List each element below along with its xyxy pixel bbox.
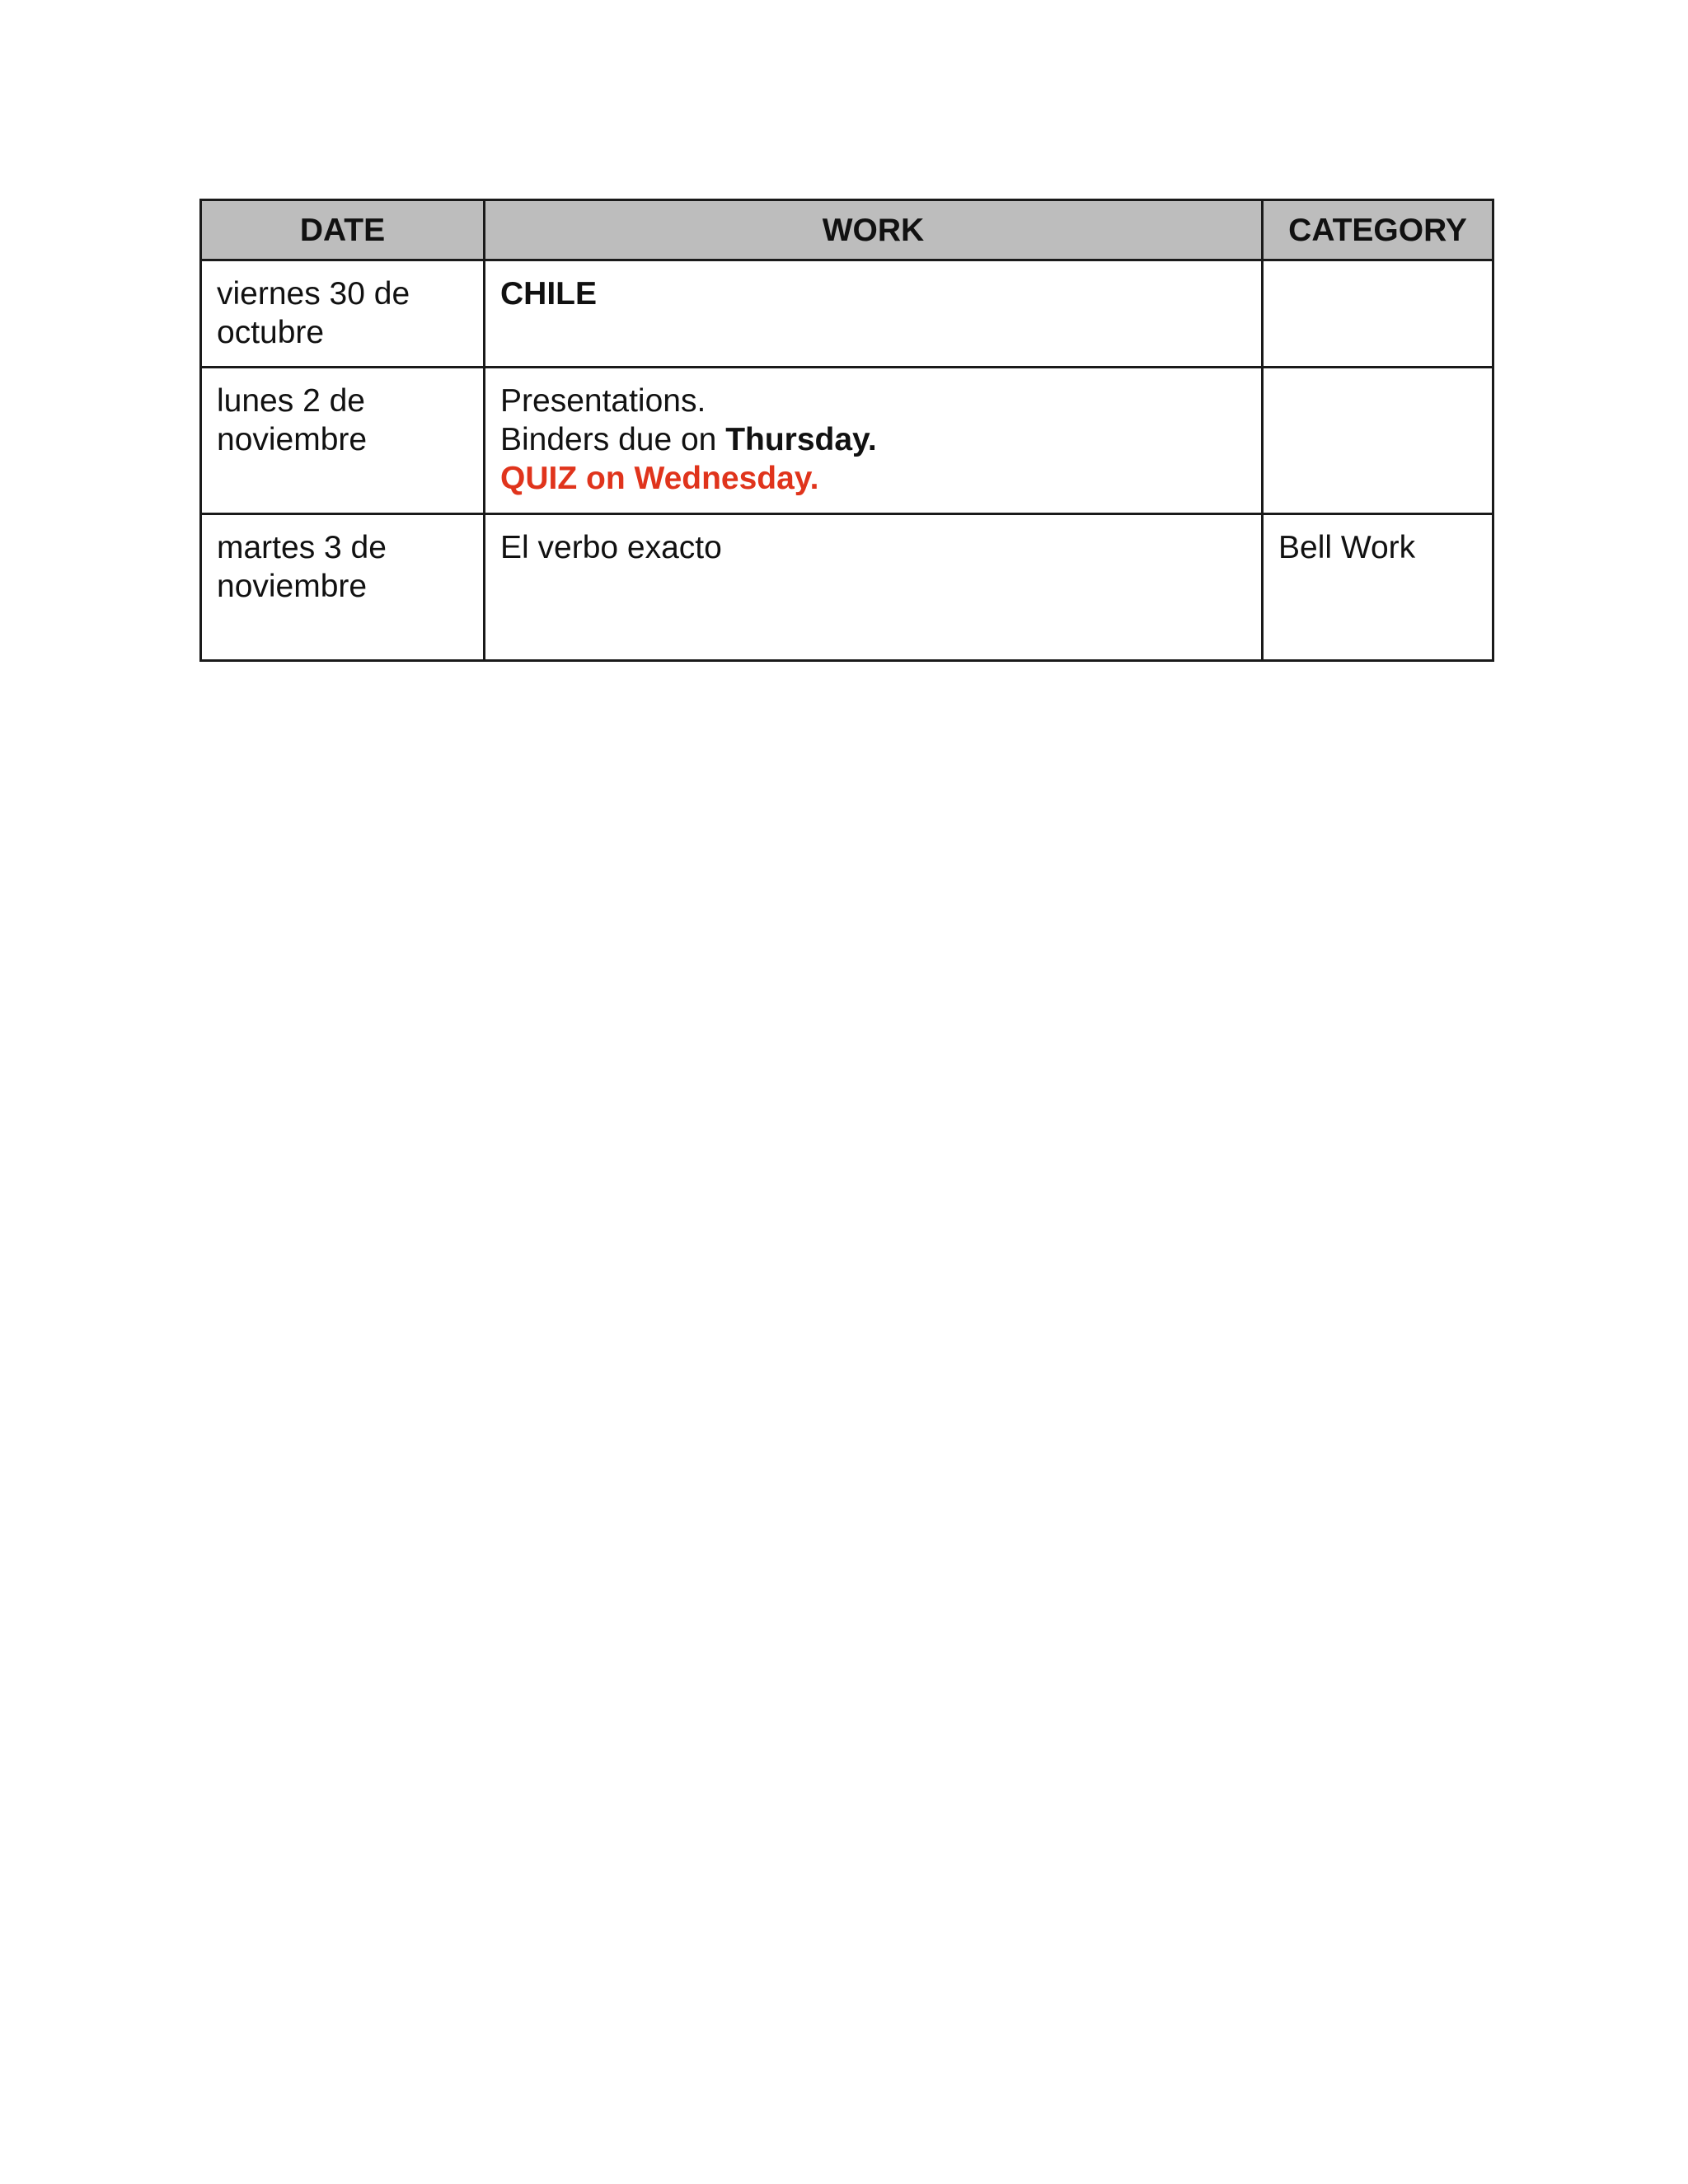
work-line-emphasis: Thursday. [725, 422, 877, 457]
category-cell: Bell Work [1263, 514, 1493, 661]
header-work: WORK [485, 200, 1263, 260]
table-header-row [201, 200, 1493, 260]
table-row [201, 368, 1493, 514]
work-line-prefix: Binders due on [500, 422, 726, 457]
table-row [201, 514, 1493, 661]
work-title: CHILE [500, 276, 597, 312]
work-cell [485, 368, 1263, 514]
date-cell: martes 3 de noviembre [201, 514, 485, 661]
work-cell [485, 260, 1263, 368]
date-cell: viernes 30 de octubre [201, 260, 485, 368]
category-cell [1263, 260, 1493, 368]
quiz-alert: QUIZ on Wednesday. [500, 461, 819, 496]
category-cell [1263, 368, 1493, 514]
work-cell: El verbo exacto [485, 514, 1263, 661]
work-line: Presentations. [500, 383, 706, 419]
work-line [500, 420, 1246, 459]
schedule-table [199, 199, 1494, 662]
header-date: DATE [201, 200, 485, 260]
date-cell: lunes 2 de noviembre [201, 368, 485, 514]
table-row [201, 260, 1493, 368]
header-category: CATEGORY [1263, 200, 1493, 260]
